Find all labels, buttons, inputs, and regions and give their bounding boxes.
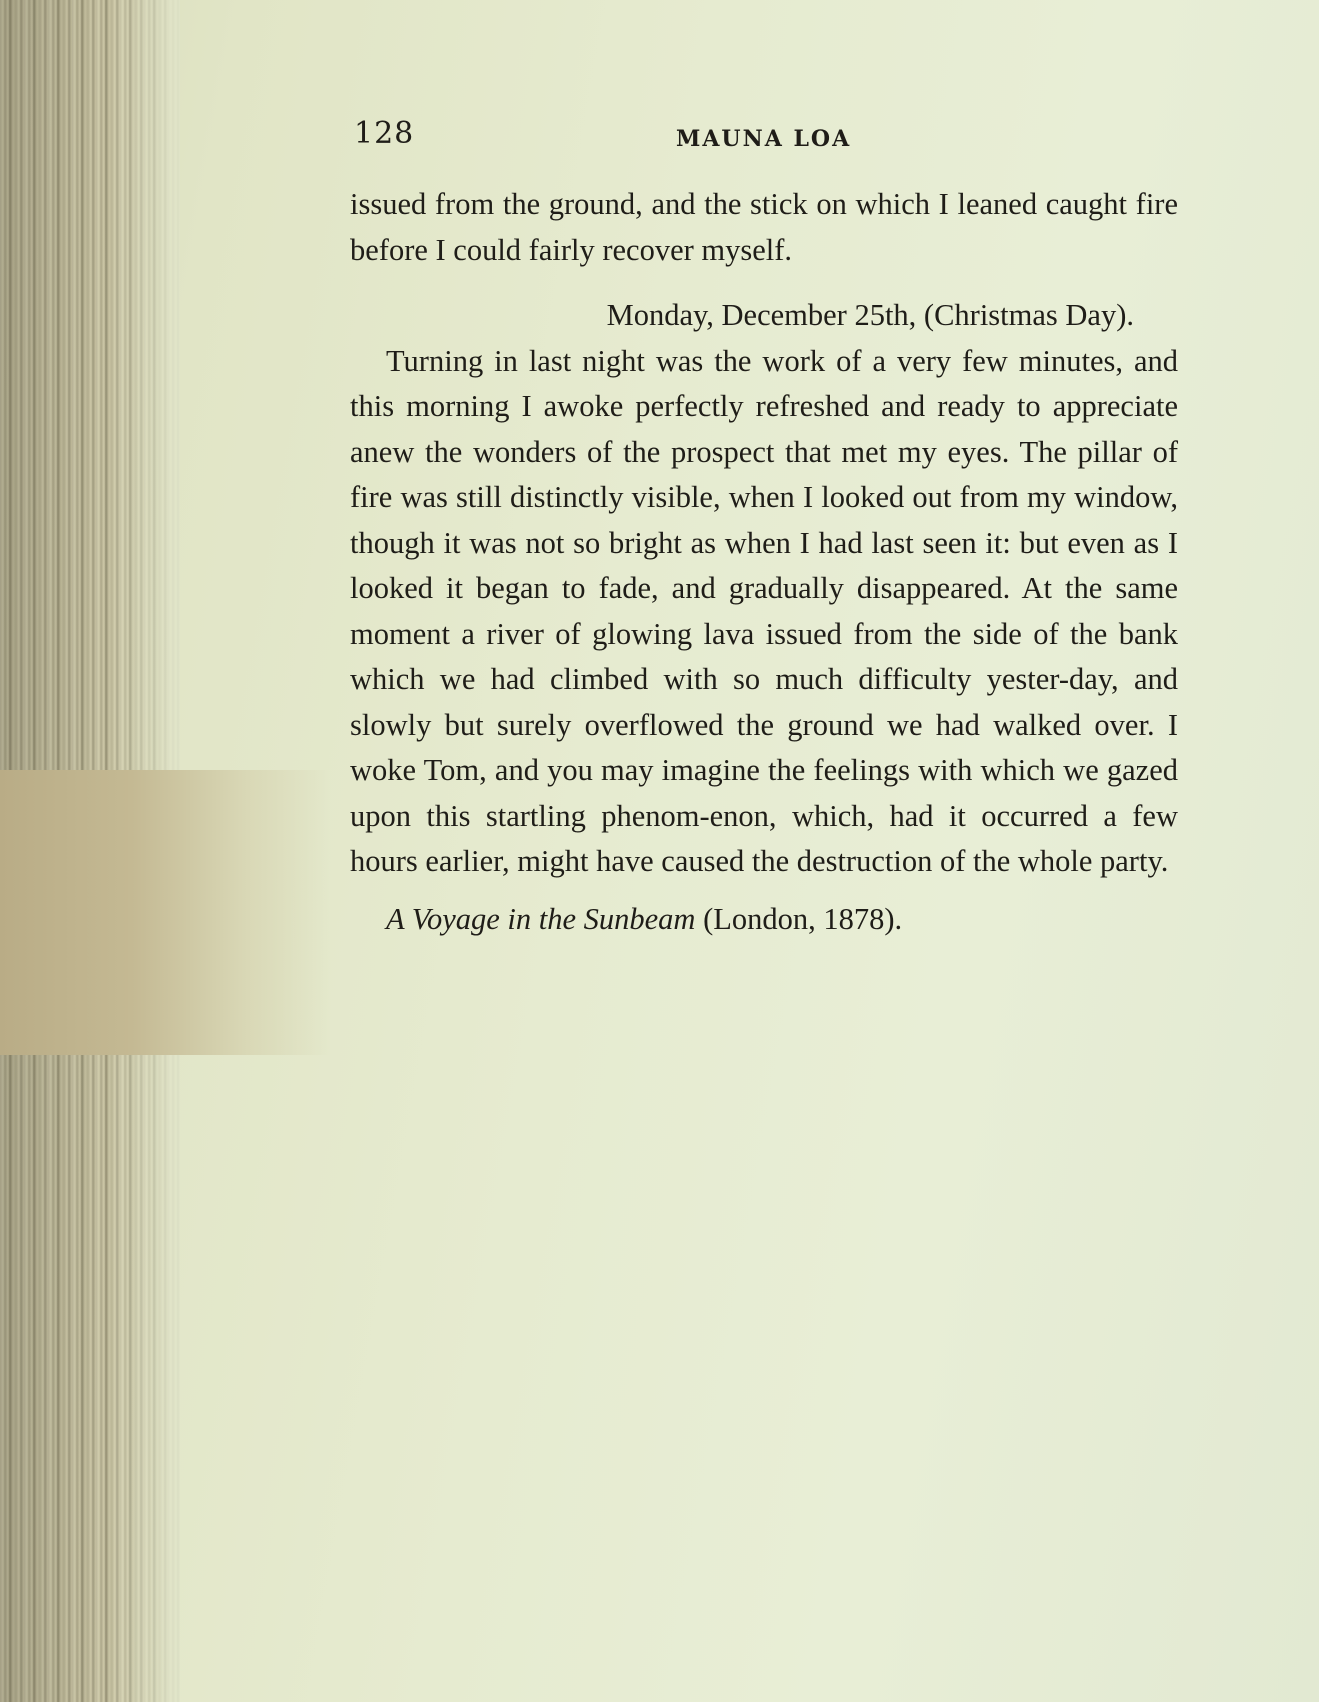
continued-paragraph: issued from the ground, and the stick on which I leaned caught fire before I could fairly recover myself. (350, 187, 1178, 267)
page-header (354, 116, 1178, 160)
running-head: MAUNA LOA (676, 126, 852, 152)
main-paragraph: Turning in last night was the work of a very few minutes, and this morning I awoke perfectly refreshed and ready to appreciate anew the wonders of the prospect that met my eyes. The pillar of fire was still distinctly visible, when I looked out from my window, though it was not so bright as when I had last seen it: but even as I looked it began to fade, and gradually disappeared. At the same moment a river of glowing lava issued from the side of the bank which we had climbed with so much difficulty yester-day, and slowly but surely overflowed the ground we had walked over. I woke Tom, and you may imagine the feelings with which we gazed upon this startling phenom-enon, which, had it occurred a few hours earlier, might have caused the destruction of the whole party. (350, 343, 1178, 878)
source-details: (London, 1878). (703, 901, 903, 936)
source-title: A Voyage in the Sunbeam (386, 901, 696, 936)
diary-dateline: Monday, December 25th, (Christmas Day). (606, 298, 1134, 332)
source-citation (350, 897, 1178, 943)
page-edge-shadow-band (0, 770, 330, 1055)
page-body (350, 182, 1178, 942)
page-number: 128 (354, 116, 415, 151)
